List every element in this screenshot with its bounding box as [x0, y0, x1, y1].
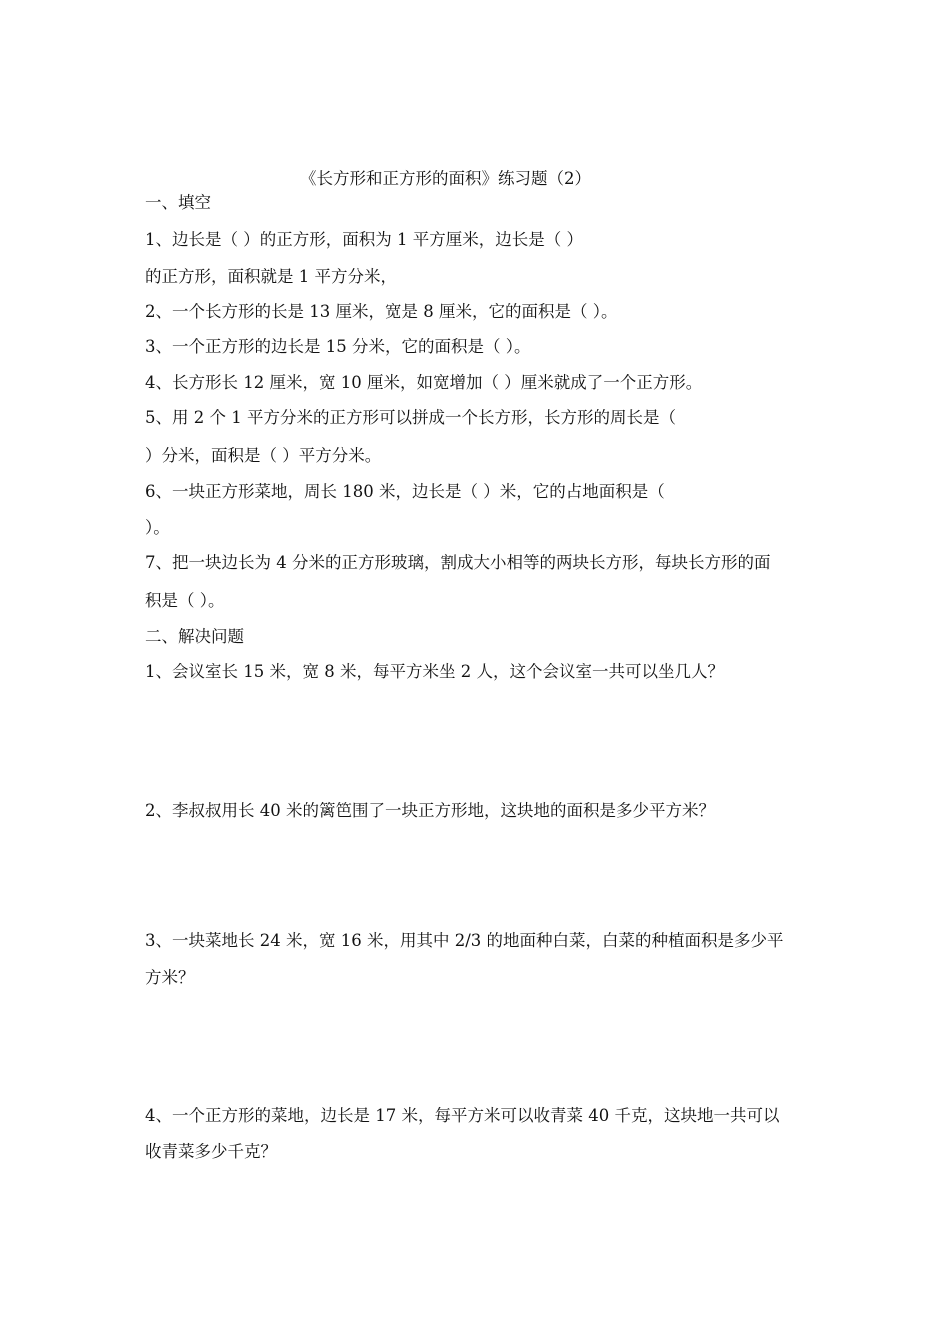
question-text: 的正方形，面积就是 1 平方分米，: [145, 267, 397, 286]
section-heading-fill-blank: 一、填空: [145, 193, 211, 212]
question-text: 2、一个长方形的长是 13 厘米，宽是 8 厘米，它的面积是（ ）。: [145, 302, 618, 321]
question-text: 4、长方形长 12 厘米，宽 10 厘米，如宽增加（ ）厘米就成了一个正方形。: [145, 373, 703, 392]
problem-text: 2、李叔叔用长 40 米的篱笆围了一块正方形地，这块地的面积是多少平方米？: [145, 801, 715, 820]
problem-text: 收青菜多少千克？: [145, 1142, 277, 1161]
question-text: 积是（ ）。: [145, 591, 225, 610]
question-text: 7、把一块边长为 4 分米的正方形玻璃，割成大小相等的两块长方形，每块长方形的面: [145, 553, 771, 572]
problem-text: 4、一个正方形的菜地，边长是 17 米，每平方米可以收青菜 40 千克，这块地一共可以: [145, 1106, 780, 1125]
problem-text: 3、一块菜地长 24 米，宽 16 米，用其中 2/3 的地面种白菜，白菜的种植面积是多少平: [145, 931, 784, 950]
problem-text: 1、会议室长 15 米，宽 8 米，每平方米坐 2 人，这个会议室一共可以坐几人？: [145, 662, 724, 681]
question-text: 6、一块正方形菜地，周长 180 米，边长是（ ）米，它的占地面积是（: [145, 482, 665, 501]
question-text: ）分米，面积是（ ）平方分米。: [145, 446, 382, 465]
question-text: 1、边长是（ ）的正方形，面积为 1 平方厘米，边长是（ ）: [145, 230, 583, 249]
question-text: 5、用 2 个 1 平方分米的正方形可以拼成一个长方形，长方形的周长是（: [145, 408, 676, 427]
problem-text: 方米？: [145, 968, 195, 987]
section-heading-problems: 二、解决问题: [145, 627, 244, 646]
page-title: 《长方形和正方形的面积》练习题（2）: [300, 169, 591, 188]
question-text: ）。: [145, 518, 170, 537]
question-text: 3、一个正方形的边长是 15 分米，它的面积是（ ）。: [145, 337, 531, 356]
